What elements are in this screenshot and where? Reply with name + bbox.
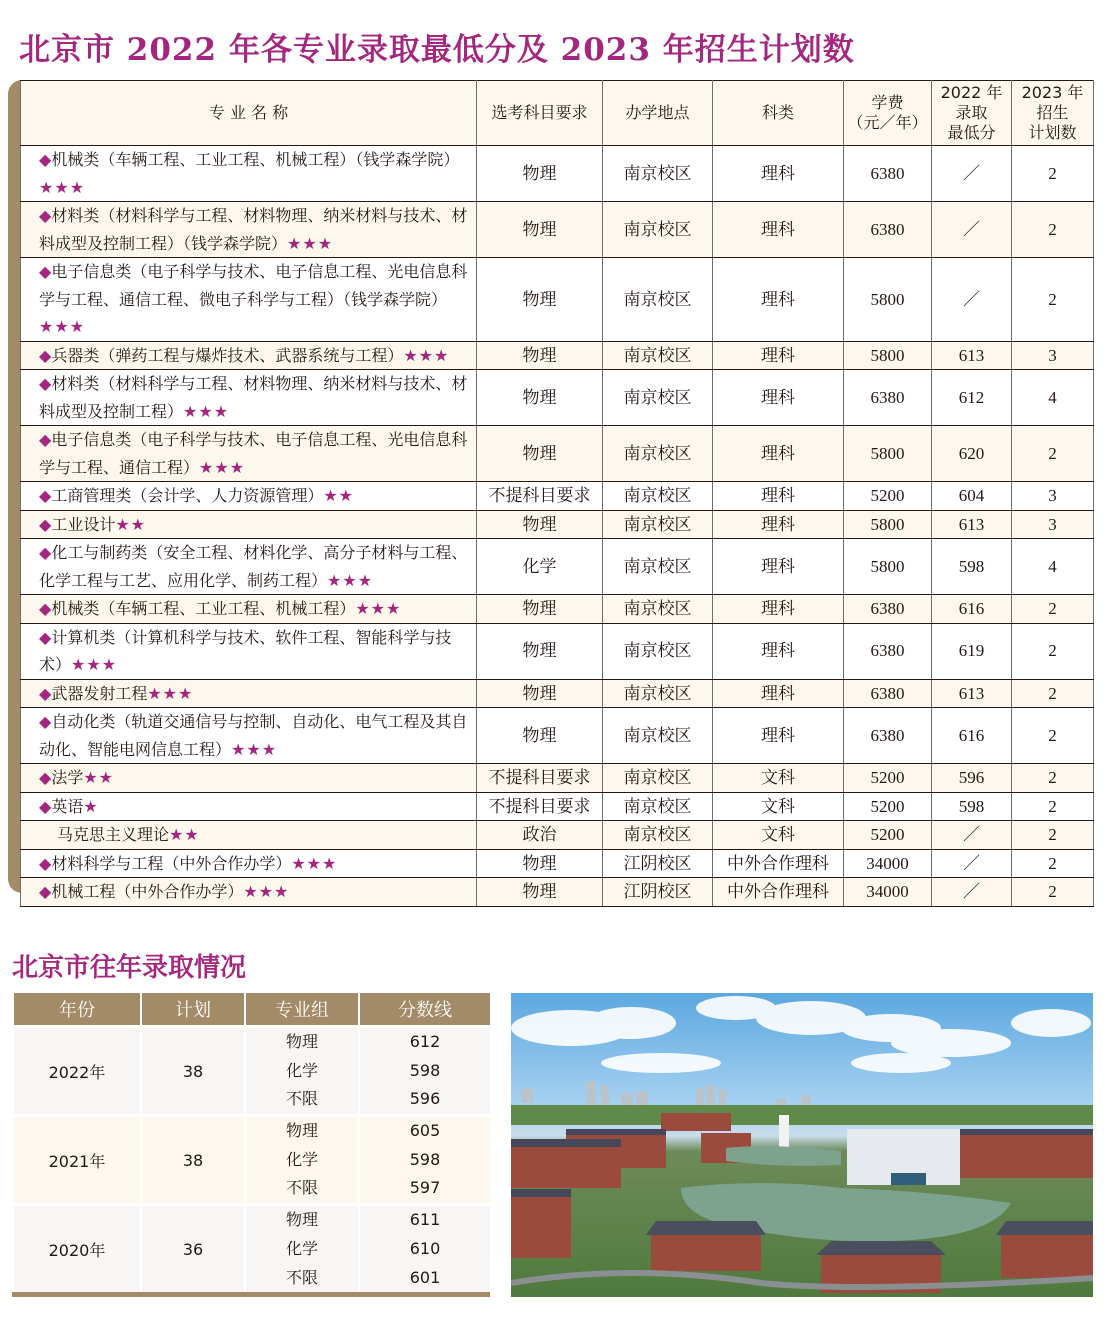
table-header-row (21, 81, 1094, 146)
history-scores (360, 1203, 490, 1292)
star-rating-icon: ★★★ (355, 599, 402, 618)
category-cell: 理科 (713, 341, 844, 370)
history-table-bottom-rule (12, 1292, 490, 1297)
header-plan-line: 计划数 (1028, 123, 1077, 142)
campus-cell: 南京校区 (603, 764, 713, 793)
history-score-value: 596 (409, 1089, 441, 1109)
major-name-cell (21, 623, 477, 679)
table-row (21, 539, 1094, 595)
history-header-plan: 计划 (142, 993, 244, 1028)
campus-cell: 南京校区 (603, 426, 713, 482)
fee-cell: 6380 (844, 623, 932, 679)
history-header-group: 专业组 (246, 993, 358, 1028)
plan-2023-cell: 4 (1012, 539, 1094, 595)
campus-photo-illustration (511, 993, 1093, 1297)
plan-2023-cell: 3 (1012, 341, 1094, 370)
history-year: 2021年 (14, 1114, 140, 1203)
campus-cell: 江阴校区 (603, 878, 713, 907)
campus-cell: 南京校区 (603, 792, 713, 821)
history-score-value: 597 (409, 1178, 441, 1198)
history-group-name: 化学 (285, 1060, 318, 1080)
history-score-value: 612 (409, 1032, 441, 1051)
page-title: 北京市 2022 年各专业录取最低分及 2023 年招生计划数 (19, 32, 855, 68)
header-campus: 办学地点 (603, 81, 713, 146)
category-cell: 理科 (713, 595, 844, 624)
header-subject-requirement: 选考科目要求 (477, 81, 603, 146)
diamond-bullet-icon: ◆ (39, 627, 52, 647)
major-name: 电子信息类（电子科学与技术、电子信息工程、光电信息科学与工程、通信工程、微电子科学与工程）（钱学森学院） (39, 262, 468, 309)
table-row (21, 258, 1094, 342)
fee-cell: 5800 (844, 539, 932, 595)
min-score-2022-cell: ／ (932, 849, 1012, 878)
history-plan: 38 (142, 1114, 244, 1203)
subject-requirement-cell: 物理 (477, 202, 603, 258)
min-score-2022-cell: ／ (932, 146, 1012, 202)
campus-cell: 南京校区 (603, 510, 713, 539)
history-score-value: 598 (409, 1149, 441, 1169)
min-score-2022-cell: 616 (932, 708, 1012, 764)
min-score-2022-cell: ／ (932, 821, 1012, 850)
star-rating-icon: ★★★ (287, 233, 334, 253)
header-fee-line: （元／年） (847, 113, 928, 132)
min-score-2022-cell: 613 (932, 510, 1012, 539)
subject-requirement-cell: 物理 (477, 878, 603, 907)
history-groups (246, 1114, 358, 1203)
history-group-name: 不限 (285, 1178, 318, 1198)
major-name: 材料科学与工程（中外合作办学） (51, 853, 292, 873)
diamond-bullet-icon: ◆ (39, 768, 52, 787)
plan-2023-cell: 2 (1012, 202, 1094, 258)
subject-requirement-cell: 物理 (477, 679, 603, 708)
plan-2023-cell: 2 (1012, 595, 1094, 624)
fee-cell: 6380 (844, 708, 932, 764)
major-name-cell (21, 878, 477, 907)
history-header-row (14, 993, 490, 1028)
plan-2023-cell: 2 (1012, 679, 1094, 708)
table-row (21, 821, 1094, 850)
category-cell: 理科 (713, 202, 844, 258)
history-score-value: 611 (409, 1210, 441, 1230)
major-name-cell (21, 510, 477, 539)
category-cell: 理科 (713, 482, 844, 511)
admission-table-body (21, 146, 1094, 907)
diamond-bullet-icon: ◆ (39, 712, 52, 731)
header-fee-line: 学费 (871, 93, 904, 112)
major-name: 机械类（车辆工程、工业工程、机械工程） (51, 599, 356, 618)
major-name-cell (21, 539, 477, 595)
major-name: 武器发射工程 (51, 683, 148, 703)
min-score-2022-cell: 613 (932, 341, 1012, 370)
category-cell: 理科 (713, 370, 844, 426)
history-score-value: 605 (409, 1121, 441, 1141)
star-rating-icon: ★★★ (39, 177, 86, 197)
header-category: 科类 (713, 81, 844, 146)
table-row (21, 341, 1094, 370)
major-name: 电子信息类（电子科学与技术、电子信息工程、光电信息科学与工程、通信工程） (39, 430, 468, 477)
table-row (21, 708, 1094, 764)
table-row (21, 792, 1094, 821)
table-row (21, 679, 1094, 708)
fee-cell: 5200 (844, 482, 932, 511)
min-score-2022-cell: 616 (932, 595, 1012, 624)
history-row (14, 1028, 490, 1114)
major-name-cell (21, 679, 477, 708)
table-row (21, 202, 1094, 258)
campus-cell: 南京校区 (603, 258, 713, 342)
fee-cell: 6380 (844, 146, 932, 202)
plan-2023-cell: 2 (1012, 426, 1094, 482)
fee-cell: 5200 (844, 821, 932, 850)
table-row (21, 849, 1094, 878)
history-table-body (14, 1028, 490, 1292)
header-score-2022 (932, 81, 1012, 146)
subject-requirement-cell: 不提科目要求 (477, 482, 603, 511)
subject-requirement-cell: 政治 (477, 821, 603, 850)
star-rating-icon: ★★★ (231, 739, 278, 759)
major-name: 英语 (51, 796, 84, 816)
table-row (21, 764, 1094, 793)
diamond-bullet-icon: ◆ (39, 486, 52, 505)
plan-2023-cell: 2 (1012, 878, 1094, 907)
table-row (21, 878, 1094, 907)
min-score-2022-cell: 604 (932, 482, 1012, 511)
major-name-cell (21, 849, 477, 878)
diamond-bullet-icon: ◆ (39, 206, 52, 225)
table-row (21, 370, 1094, 426)
diamond-bullet-icon: ◆ (39, 345, 52, 365)
plan-2023-cell: 2 (1012, 821, 1094, 850)
major-name: 材料类（材料科学与工程、材料物理、纳米材料与技术、材料成型及控制工程）（钱学森学院） (39, 206, 468, 253)
header-fee (844, 81, 932, 146)
star-rating-icon: ★★★ (71, 655, 118, 674)
min-score-2022-cell: 598 (932, 539, 1012, 595)
diamond-bullet-icon: ◆ (39, 853, 52, 873)
star-rating-icon: ★★ (115, 514, 147, 534)
plan-2023-cell: 4 (1012, 370, 1094, 426)
history-groups (246, 1203, 358, 1292)
min-score-2022-cell: ／ (932, 202, 1012, 258)
admission-table (20, 80, 1094, 907)
major-name: 法学 (51, 768, 84, 787)
diamond-bullet-icon: ◆ (39, 430, 52, 449)
history-plan: 36 (142, 1203, 244, 1292)
campus-cell: 南京校区 (603, 539, 713, 595)
category-cell: 中外合作理科 (713, 878, 844, 907)
history-group-name: 物理 (285, 1032, 318, 1051)
category-cell: 理科 (713, 510, 844, 539)
header-major-name: 专 业 名 称 (21, 81, 477, 146)
campus-cell: 南京校区 (603, 370, 713, 426)
fee-cell: 5200 (844, 764, 932, 793)
major-name-cell (21, 764, 477, 793)
fee-cell: 5200 (844, 792, 932, 821)
history-title: 北京市往年录取情况 (12, 953, 247, 983)
fee-cell: 6380 (844, 679, 932, 708)
plan-2023-cell: 2 (1012, 792, 1094, 821)
star-rating-icon: ★★ (323, 486, 355, 505)
category-cell: 理科 (713, 679, 844, 708)
major-name: 兵器类（弹药工程与爆炸技术、武器系统与工程） (51, 345, 404, 365)
fee-cell: 5800 (844, 341, 932, 370)
min-score-2022-cell: 598 (932, 792, 1012, 821)
history-table (12, 993, 492, 1292)
major-name-cell (21, 258, 477, 342)
subject-requirement-cell: 不提科目要求 (477, 792, 603, 821)
min-score-2022-cell: ／ (932, 878, 1012, 907)
header-score-line: 2022 年 (940, 83, 1003, 102)
star-rating-icon: ★★ (169, 825, 200, 844)
table-row (21, 426, 1094, 482)
header-score-line: 最低分 (947, 123, 996, 142)
major-name: 马克思主义理论 (57, 825, 170, 844)
fee-cell: 5800 (844, 258, 932, 342)
campus-cell: 南京校区 (603, 623, 713, 679)
subject-requirement-cell: 物理 (477, 370, 603, 426)
history-score-value: 610 (409, 1238, 441, 1258)
major-name-cell (21, 370, 477, 426)
star-rating-icon: ★ (83, 796, 99, 816)
plan-2023-cell: 2 (1012, 623, 1094, 679)
history-header-year: 年份 (14, 993, 140, 1028)
category-cell: 理科 (713, 539, 844, 595)
subject-requirement-cell: 物理 (477, 849, 603, 878)
min-score-2022-cell: 613 (932, 679, 1012, 708)
major-name-cell (21, 482, 477, 511)
diamond-bullet-icon: ◆ (39, 599, 52, 618)
min-score-2022-cell: ／ (932, 258, 1012, 342)
campus-cell: 南京校区 (603, 679, 713, 708)
table-row (21, 146, 1094, 202)
category-cell: 理科 (713, 146, 844, 202)
diamond-bullet-icon: ◆ (39, 796, 52, 816)
campus-cell: 南京校区 (603, 146, 713, 202)
major-name-cell (21, 202, 477, 258)
star-rating-icon: ★★★ (291, 853, 338, 873)
star-rating-icon: ★★★ (147, 683, 194, 703)
min-score-2022-cell: 612 (932, 370, 1012, 426)
history-group-name: 物理 (285, 1210, 318, 1230)
campus-cell: 南京校区 (603, 202, 713, 258)
campus-cell: 南京校区 (603, 708, 713, 764)
major-name: 工商管理类（会计学、人力资源管理） (51, 486, 324, 505)
category-cell: 文科 (713, 821, 844, 850)
history-scores (360, 1114, 490, 1203)
table-row (21, 482, 1094, 511)
campus-cell: 南京校区 (603, 482, 713, 511)
history-group-name: 不限 (285, 1089, 318, 1109)
fee-cell: 6380 (844, 202, 932, 258)
min-score-2022-cell: 619 (932, 623, 1012, 679)
plan-2023-cell: 2 (1012, 764, 1094, 793)
subject-requirement-cell: 物理 (477, 146, 603, 202)
history-score-value: 601 (409, 1267, 441, 1287)
history-group-name: 不限 (285, 1267, 318, 1287)
star-rating-icon: ★★★ (199, 457, 246, 477)
diamond-bullet-icon: ◆ (39, 683, 52, 703)
subject-requirement-cell: 物理 (477, 623, 603, 679)
history-plan: 38 (142, 1028, 244, 1114)
category-cell: 文科 (713, 764, 844, 793)
subject-requirement-cell: 物理 (477, 426, 603, 482)
category-cell: 中外合作理科 (713, 849, 844, 878)
major-name-cell (21, 341, 477, 370)
diamond-bullet-icon: ◆ (39, 374, 52, 393)
campus-aerial-photo (511, 993, 1093, 1297)
diamond-bullet-icon: ◆ (39, 543, 52, 562)
major-name-cell (21, 708, 477, 764)
header-plan-line: 招生 (1036, 103, 1069, 122)
major-name-cell (21, 821, 477, 850)
subject-requirement-cell: 不提科目要求 (477, 764, 603, 793)
history-group-name: 物理 (285, 1121, 318, 1141)
fee-cell: 5800 (844, 510, 932, 539)
history-row (14, 1203, 490, 1292)
plan-2023-cell: 2 (1012, 849, 1094, 878)
major-name-cell (21, 426, 477, 482)
plan-2023-cell: 2 (1012, 708, 1094, 764)
history-groups (246, 1028, 358, 1114)
major-name: 工业设计 (51, 514, 116, 534)
major-name-cell (21, 792, 477, 821)
major-name: 自动化类（轨道交通信号与控制、自动化、电气工程及其自动化、智能电网信息工程） (39, 712, 468, 759)
history-group-name: 化学 (285, 1149, 318, 1169)
plan-2023-cell: 2 (1012, 146, 1094, 202)
fee-cell: 6380 (844, 370, 932, 426)
history-group-name: 化学 (285, 1238, 318, 1258)
major-name: 机械类（车辆工程、工业工程、机械工程）（钱学森学院） (51, 150, 460, 169)
diamond-bullet-icon: ◆ (39, 262, 52, 281)
star-rating-icon: ★★★ (403, 345, 450, 365)
subject-requirement-cell: 物理 (477, 595, 603, 624)
major-name: 计算机类（计算机科学与技术、软件工程、智能科学与技术） (39, 627, 452, 674)
major-name: 材料类（材料科学与工程、材料物理、纳米材料与技术、材料成型及控制工程） (39, 374, 468, 421)
subject-requirement-cell: 物理 (477, 258, 603, 342)
plan-2023-cell: 3 (1012, 482, 1094, 511)
fee-cell: 34000 (844, 849, 932, 878)
min-score-2022-cell: 596 (932, 764, 1012, 793)
history-year: 2022年 (14, 1028, 140, 1114)
category-cell: 理科 (713, 426, 844, 482)
table-row (21, 510, 1094, 539)
min-score-2022-cell: 620 (932, 426, 1012, 482)
history-header-score: 分数线 (360, 993, 490, 1028)
diamond-bullet-icon: ◆ (39, 150, 52, 169)
major-name-cell (21, 595, 477, 624)
table-row (21, 595, 1094, 624)
header-score-line: 录取 (955, 103, 988, 122)
subject-requirement-cell: 物理 (477, 510, 603, 539)
star-rating-icon: ★★★ (243, 882, 290, 901)
campus-cell: 南京校区 (603, 595, 713, 624)
category-cell: 文科 (713, 792, 844, 821)
table-row (21, 623, 1094, 679)
major-name: 化工与制药类（安全工程、材料化学、高分子材料与工程、化学工程与工艺、应用化学、制药工程） (39, 543, 468, 590)
header-plan-2023 (1012, 81, 1094, 146)
subject-requirement-cell: 物理 (477, 708, 603, 764)
history-score-value: 598 (409, 1060, 441, 1080)
campus-cell: 南京校区 (603, 821, 713, 850)
campus-cell: 江阴校区 (603, 849, 713, 878)
major-name-cell (21, 146, 477, 202)
subject-requirement-cell: 化学 (477, 539, 603, 595)
fee-cell: 5800 (844, 426, 932, 482)
diamond-bullet-icon: ◆ (39, 514, 52, 534)
history-scores (360, 1028, 490, 1114)
major-name: 机械工程（中外合作办学） (51, 882, 244, 901)
header-plan-line: 2023 年 (1021, 83, 1084, 102)
star-rating-icon: ★★★ (39, 317, 86, 336)
subject-requirement-cell: 物理 (477, 341, 603, 370)
diamond-bullet-icon: ◆ (39, 882, 52, 901)
campus-cell: 南京校区 (603, 341, 713, 370)
fee-cell: 34000 (844, 878, 932, 907)
category-cell: 理科 (713, 708, 844, 764)
star-rating-icon: ★★★ (183, 401, 230, 421)
fee-cell: 6380 (844, 595, 932, 624)
plan-2023-cell: 2 (1012, 258, 1094, 342)
history-year: 2020年 (14, 1203, 140, 1292)
category-cell: 理科 (713, 623, 844, 679)
category-cell: 理科 (713, 258, 844, 342)
history-row (14, 1114, 490, 1203)
star-rating-icon: ★★ (83, 768, 115, 787)
plan-2023-cell: 3 (1012, 510, 1094, 539)
star-rating-icon: ★★★ (327, 570, 374, 590)
